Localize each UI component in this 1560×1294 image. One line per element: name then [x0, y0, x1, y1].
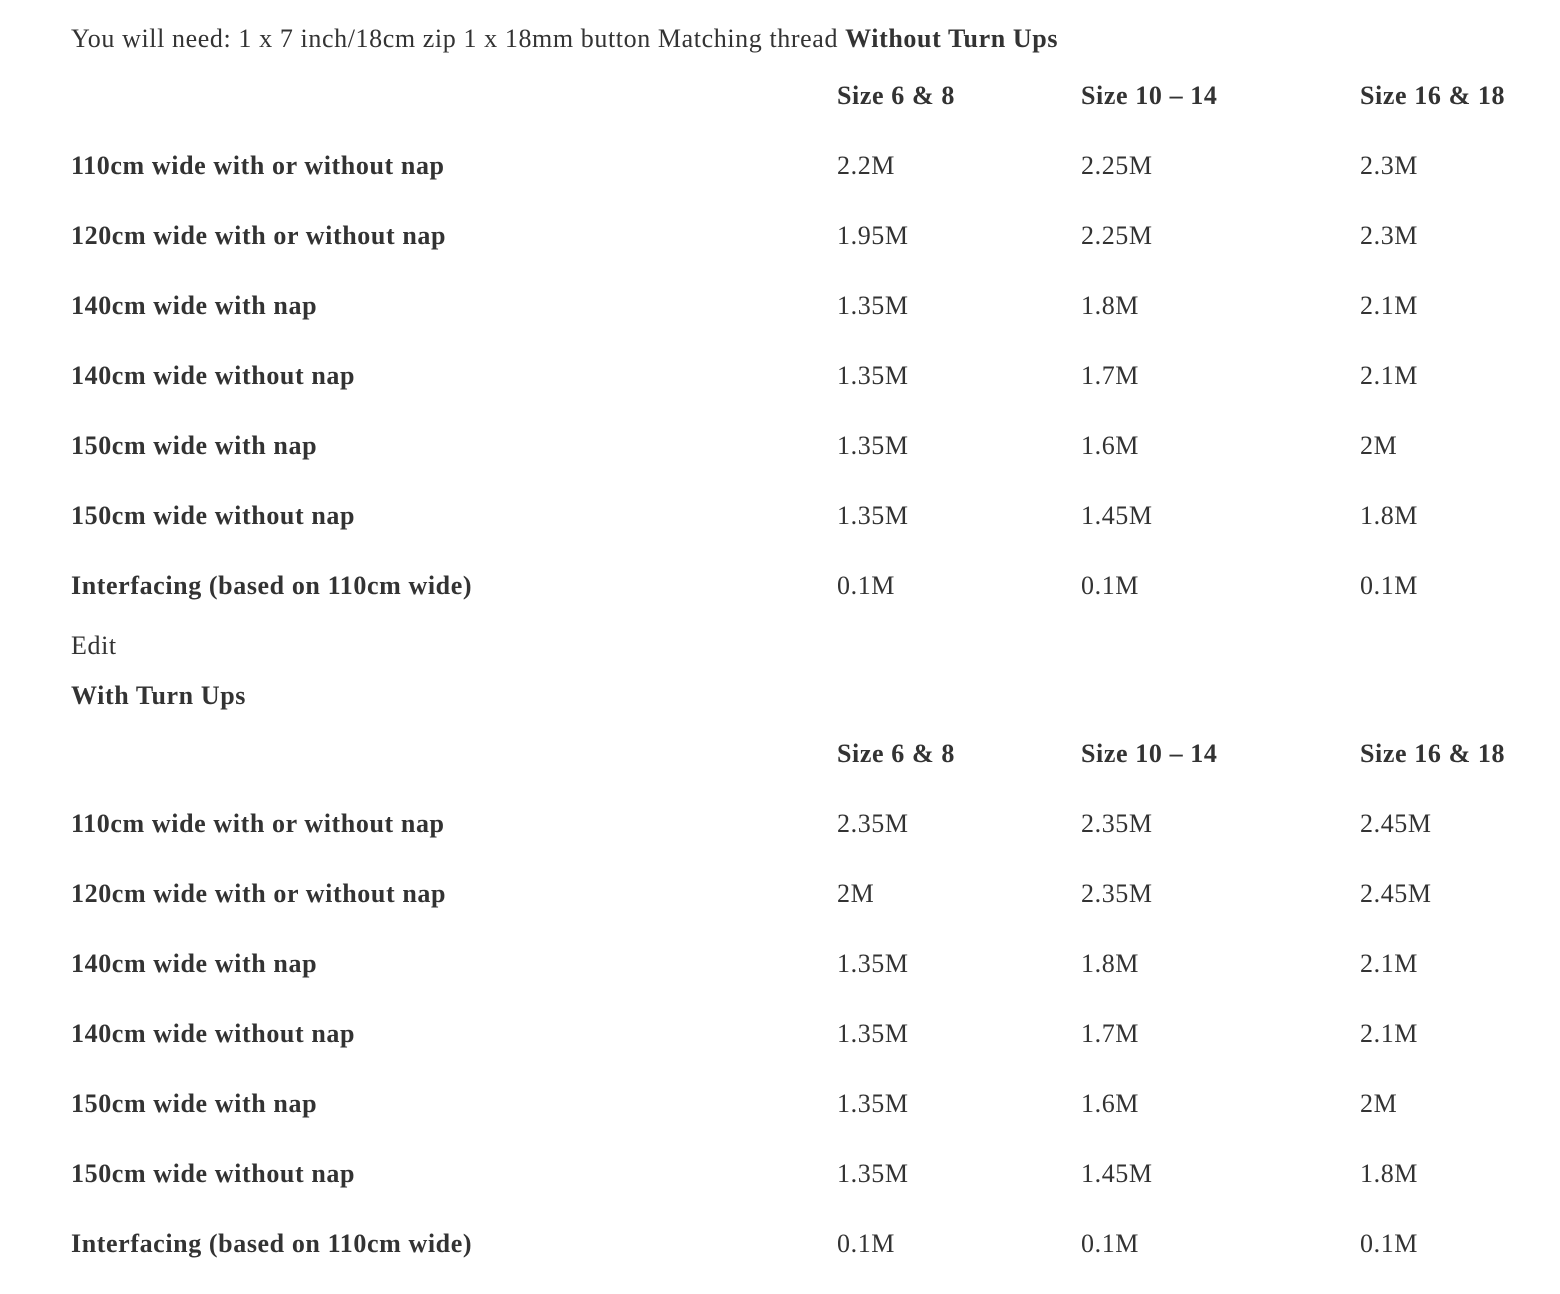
table-row	[0, 1159, 1560, 1193]
row-label: 140cm wide with nap	[71, 291, 318, 320]
table1-header-size-10-14: Size 10 – 14	[1081, 81, 1218, 110]
cell-size-10-14: 2.35M	[1081, 879, 1153, 908]
row-label: 150cm wide with nap	[71, 1089, 318, 1118]
row-label: 110cm wide with or without nap	[71, 151, 445, 180]
cell-size-6-8: 1.35M	[837, 1089, 909, 1118]
cell-size-6-8: 1.35M	[837, 431, 909, 460]
row-label: Interfacing (based on 110cm wide)	[71, 1229, 473, 1258]
cell-size-10-14: 1.8M	[1081, 949, 1140, 978]
cell-size-10-14: 2.35M	[1081, 809, 1153, 838]
cell-size-6-8: 1.35M	[837, 291, 909, 320]
cell-size-10-14: 1.7M	[1081, 1019, 1140, 1048]
cell-size-10-14: 1.6M	[1081, 431, 1140, 460]
table2-header-size-16-18: Size 16 & 18	[1360, 739, 1506, 768]
cell-size-10-14: 2.25M	[1081, 151, 1153, 180]
cell-size-16-18: 1.8M	[1360, 501, 1419, 530]
section2-title: With Turn Ups	[71, 681, 246, 710]
row-label: 110cm wide with or without nap	[71, 809, 445, 838]
cell-size-6-8: 2.2M	[837, 151, 896, 180]
cell-size-10-14: 1.45M	[1081, 501, 1153, 530]
cell-size-16-18: 2.1M	[1360, 949, 1419, 978]
cell-size-6-8: 1.35M	[837, 1159, 909, 1188]
cell-size-6-8: 2.35M	[837, 809, 909, 838]
requirements-intro	[71, 24, 1058, 54]
table2-header-row	[0, 739, 1560, 773]
cell-size-6-8: 1.95M	[837, 221, 909, 250]
cell-size-16-18: 2.45M	[1360, 879, 1432, 908]
cell-size-6-8: 0.1M	[837, 571, 896, 600]
row-label: 140cm wide without nap	[71, 1019, 356, 1048]
row-label: 140cm wide with nap	[71, 949, 318, 978]
table1-header-row	[0, 81, 1560, 115]
table1-header-size-16-18: Size 16 & 18	[1360, 81, 1506, 110]
table-row	[0, 1229, 1560, 1263]
table-row	[0, 1019, 1560, 1053]
cell-size-16-18: 2.3M	[1360, 151, 1419, 180]
section1-title: Without Turn Ups	[845, 24, 1059, 53]
cell-size-16-18: 2.45M	[1360, 809, 1432, 838]
cell-size-16-18: 2M	[1360, 431, 1398, 460]
table-row	[0, 571, 1560, 605]
cell-size-16-18: 2.1M	[1360, 1019, 1419, 1048]
row-label: 120cm wide with or without nap	[71, 879, 447, 908]
table-row	[0, 879, 1560, 913]
cell-size-6-8: 1.35M	[837, 501, 909, 530]
cell-size-16-18: 0.1M	[1360, 571, 1419, 600]
cell-size-6-8: 1.35M	[837, 949, 909, 978]
table2-header-size-10-14: Size 10 – 14	[1081, 739, 1218, 768]
cell-size-6-8: 0.1M	[837, 1229, 896, 1258]
cell-size-10-14: 0.1M	[1081, 571, 1140, 600]
requirements-text: You will need: 1 x 7 inch/18cm zip 1 x 18mm button Matching thread	[71, 24, 846, 53]
cell-size-16-18: 2.1M	[1360, 291, 1419, 320]
table-row	[0, 361, 1560, 395]
cell-size-16-18: 2.3M	[1360, 221, 1419, 250]
cell-size-16-18: 0.1M	[1360, 1229, 1419, 1258]
row-label: 120cm wide with or without nap	[71, 221, 447, 250]
table1-header-size-6-8: Size 6 & 8	[837, 81, 955, 110]
cell-size-6-8: 1.35M	[837, 361, 909, 390]
row-label: Interfacing (based on 110cm wide)	[71, 571, 473, 600]
cell-size-6-8: 2M	[837, 879, 875, 908]
cell-size-10-14: 2.25M	[1081, 221, 1153, 250]
table-row	[0, 431, 1560, 465]
row-label: 150cm wide without nap	[71, 1159, 356, 1188]
table2-header-size-6-8: Size 6 & 8	[837, 739, 955, 768]
cell-size-10-14: 1.8M	[1081, 291, 1140, 320]
edit-link[interactable]: Edit	[71, 631, 117, 660]
table-row	[0, 291, 1560, 325]
table-row	[0, 809, 1560, 843]
cell-size-10-14: 1.6M	[1081, 1089, 1140, 1118]
row-label: 140cm wide without nap	[71, 361, 356, 390]
table-row	[0, 221, 1560, 255]
table-row	[0, 1089, 1560, 1123]
table-row	[0, 501, 1560, 535]
table-row	[0, 151, 1560, 185]
table-row	[0, 949, 1560, 983]
row-label: 150cm wide without nap	[71, 501, 356, 530]
cell-size-6-8: 1.35M	[837, 1019, 909, 1048]
cell-size-16-18: 1.8M	[1360, 1159, 1419, 1188]
cell-size-10-14: 0.1M	[1081, 1229, 1140, 1258]
cell-size-10-14: 1.45M	[1081, 1159, 1153, 1188]
cell-size-16-18: 2M	[1360, 1089, 1398, 1118]
cell-size-10-14: 1.7M	[1081, 361, 1140, 390]
cell-size-16-18: 2.1M	[1360, 361, 1419, 390]
row-label: 150cm wide with nap	[71, 431, 318, 460]
